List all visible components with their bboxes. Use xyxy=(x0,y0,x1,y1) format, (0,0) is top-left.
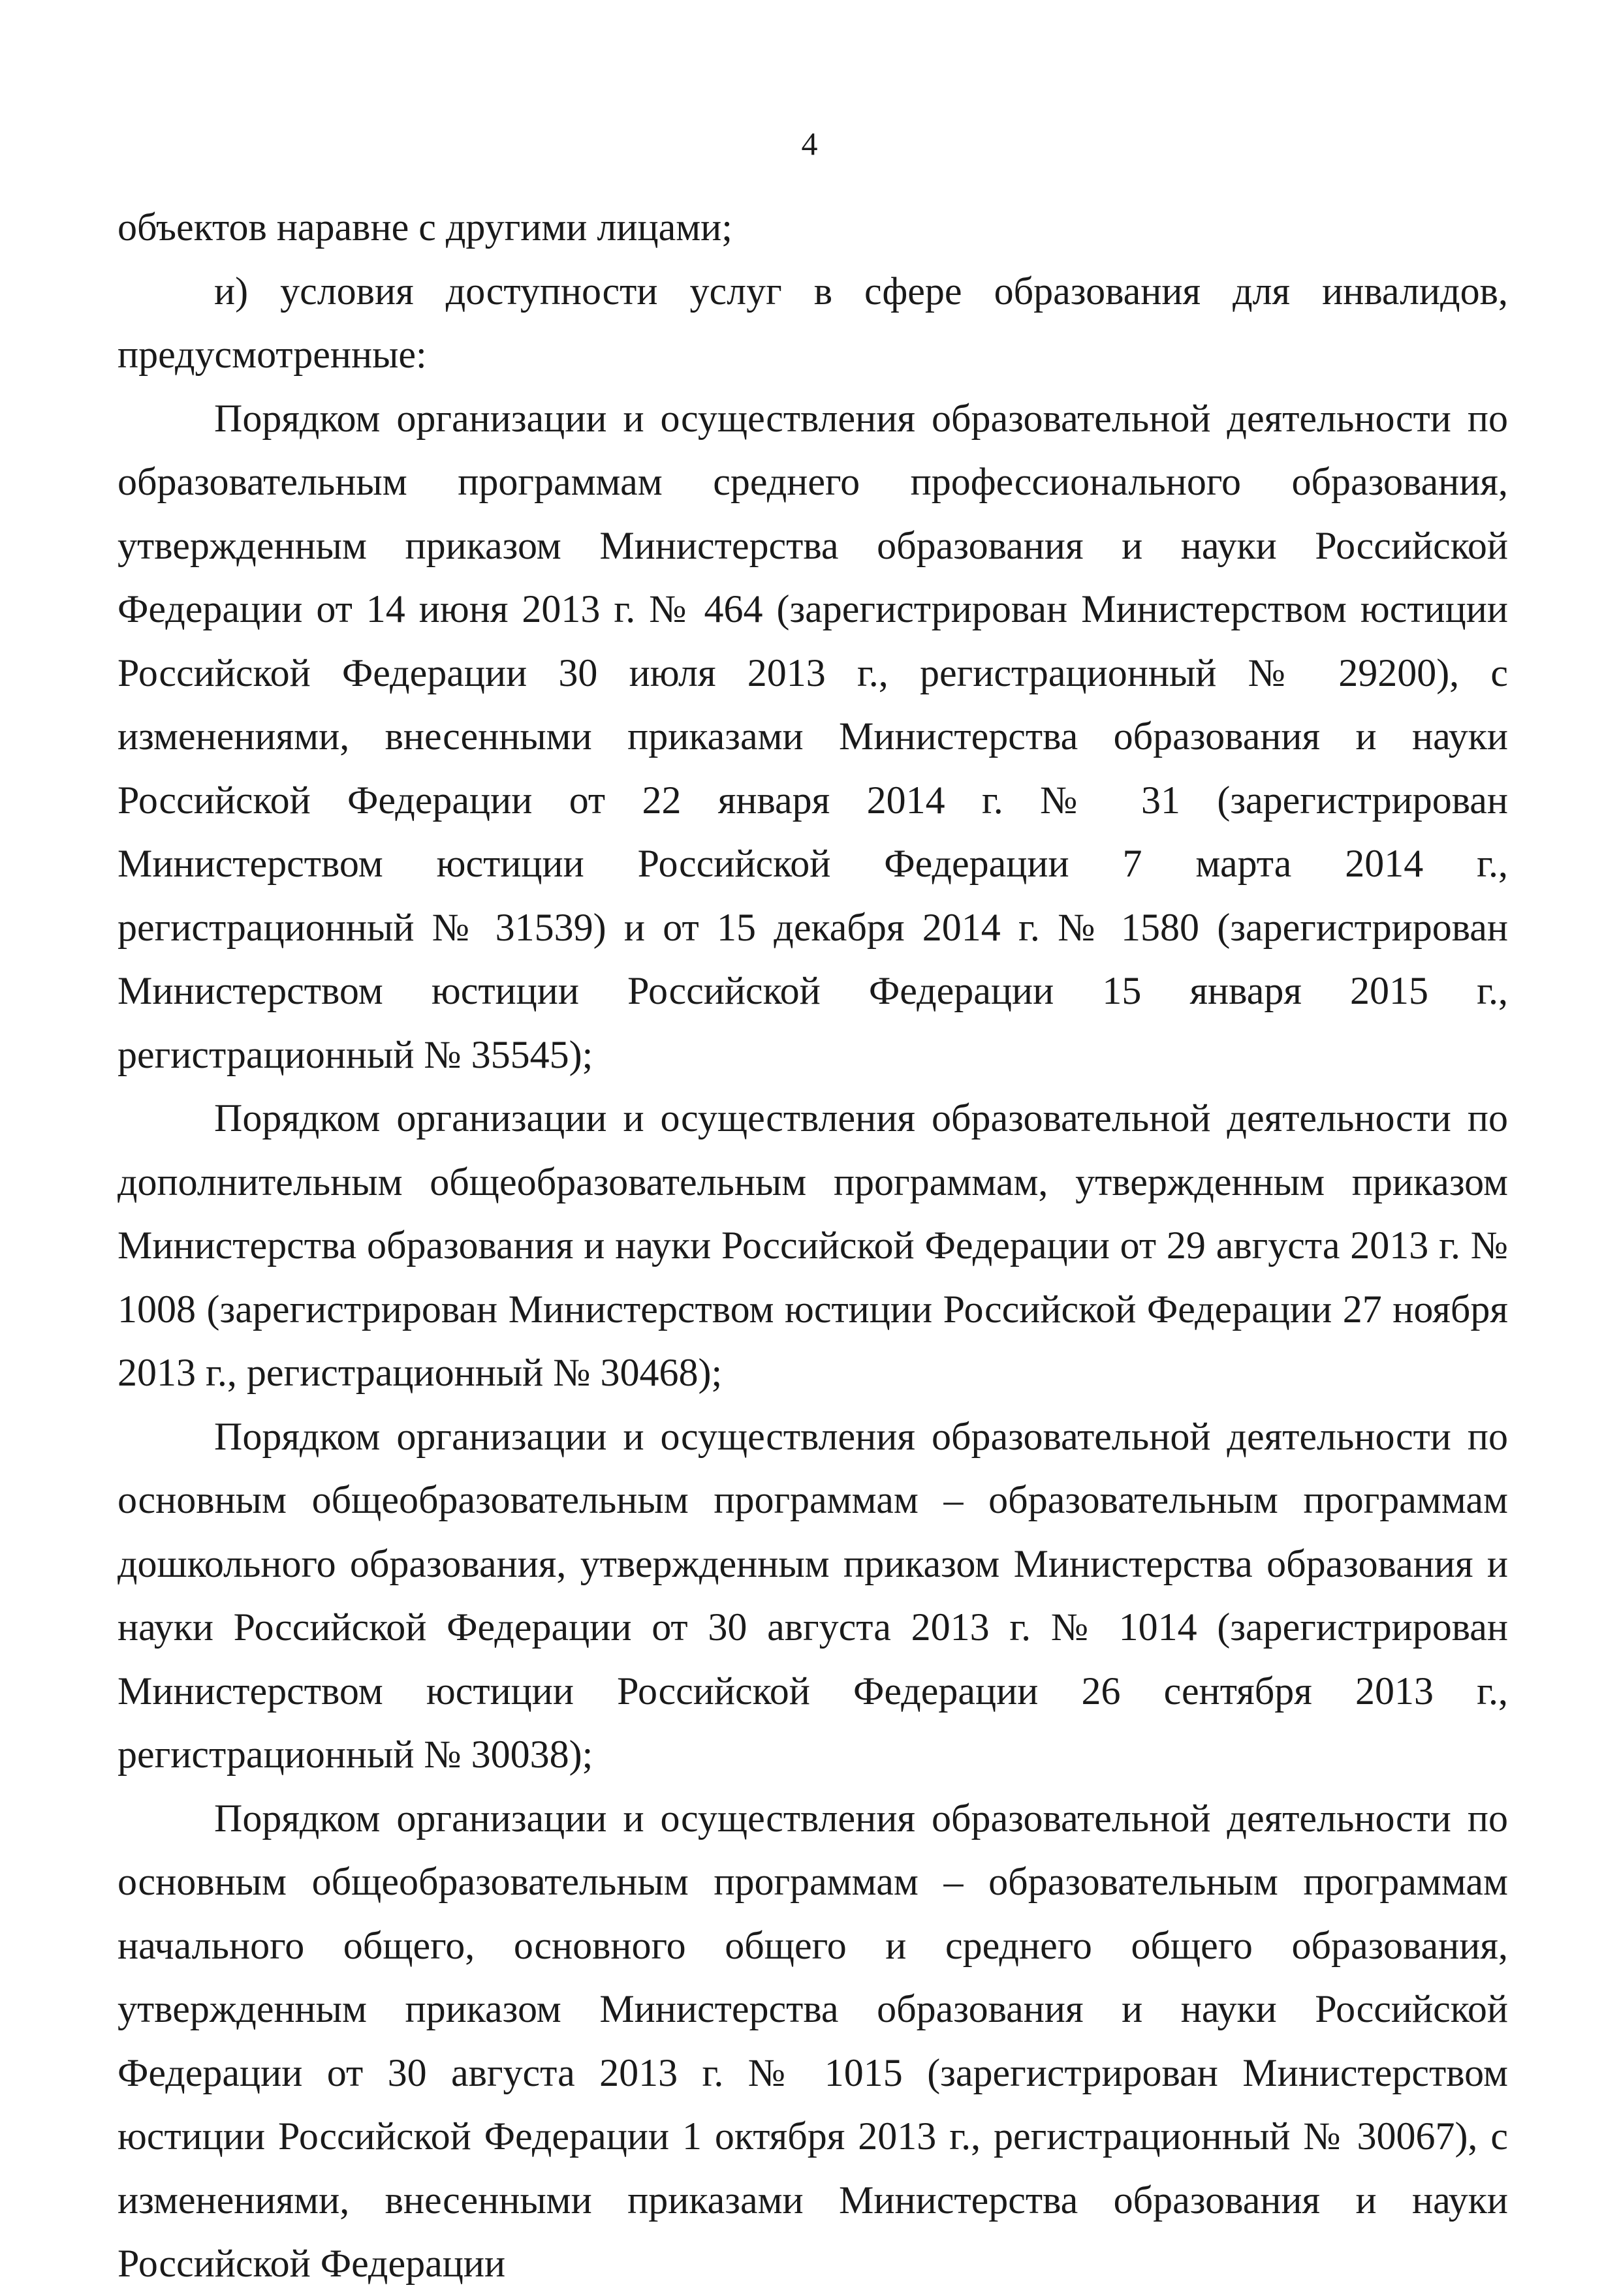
document-body xyxy=(118,196,1508,2296)
paragraph-spo-order: Порядком организации и осуществления образовательной деятельности по образовательным программам среднего профессионального образования, утвержденным приказом Министерства образования и науки Российской Федерации от 14 июня 2013 г. № 464 (зарегистрирован Министерством юстиции Российской Федерации 30 июля 2013 г., регистрационный № 29200), с изменениями, внесенными приказами Министерства образования и науки Российской Федерации от 22 января 2014 г. № 31 (зарегистрирован Министерством юстиции Российской Федерации 7 марта 2014 г., регистрационный № 31539) и от 15 декабря 2014 г. № 1580 (зарегистрирован Министерством юстиции Российской Федерации 15 января 2015 г., регистрационный № 35545); xyxy=(118,396,1508,1076)
paragraph-additional-programs-order: Порядком организации и осуществления образовательной деятельности по дополнительным общеобразовательным программам, утвержденным приказом Министерства образования и науки Российской Федерации от 29 августа 2013 г. № 1008 (зарегистрирован Министерством юстиции Российской Федерации 27 ноября 2013 г., регистрационный № 30468); xyxy=(118,1096,1508,1394)
paragraph-general-education-order: Порядком организации и осуществления образовательной деятельности по основным общеобразовательным программам – образовательным программам начального общего, основного общего и среднего общего образования, утвержденным приказом Министерства образования и науки Российской Федерации от 30 августа 2013 г. № 1015 (зарегистрирован Министерством юстиции Российской Федерации 1 октября 2013 г., регистрационный № 30067), с изменениями, внесенными приказами Министерства образования и науки Российской Федерации xyxy=(118,1796,1508,2285)
paragraph-preschool-order: Порядком организации и осуществления образовательной деятельности по основным общеобразовательным программам – образовательным программам дошкольного образования, утвержденным приказом Министерства образования и науки Российской Федерации от 30 августа 2013 г. № 1014 (зарегистрирован Министерством юстиции Российской Федерации 26 сентября 2013 г., регистрационный № 30038); xyxy=(118,1414,1508,1776)
paragraph-item-i: и) условия доступности услуг в сфере образования для инвалидов, предусмотренные: xyxy=(118,269,1508,376)
paragraph-continuation: объектов наравне с другими лицами; xyxy=(118,206,732,249)
page-number: 4 xyxy=(801,125,818,162)
